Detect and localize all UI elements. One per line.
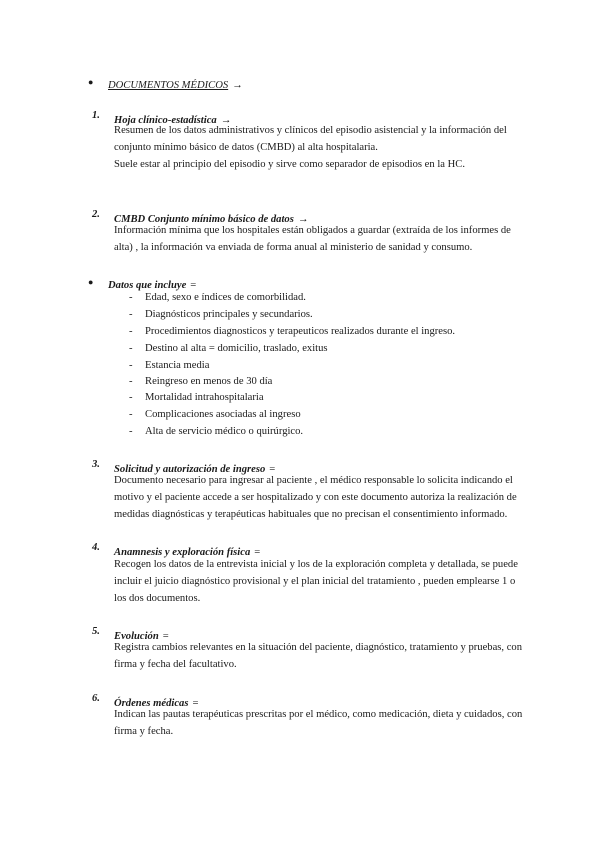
arrow-icon: →: [220, 115, 232, 126]
dash-icon: -: [129, 326, 133, 337]
dash-icon: -: [129, 409, 133, 420]
section-title: Solicitud y autorización de ingreso: [114, 464, 266, 475]
section-number: 2.: [92, 209, 100, 220]
section-title: Órdenes médicas: [114, 698, 189, 709]
dash-icon: -: [129, 360, 133, 371]
list-item: Estancia media: [145, 360, 210, 371]
body-line: incluir el juicio diagnóstico provisional y el plan inicial del tratamiento , pueden emplearse 1 o: [114, 576, 516, 587]
section-number: 5.: [92, 626, 100, 637]
main-heading: [108, 75, 243, 94]
body-line: los dos documentos.: [114, 593, 201, 604]
equals-sign: =: [162, 631, 169, 642]
dash-icon: -: [129, 309, 133, 320]
body-line: Suele estar al principio del episodio y sirve como separador de episodios en la HC.: [114, 159, 465, 170]
equals-sign: =: [192, 698, 199, 709]
section-number: 4.: [92, 542, 100, 553]
section-body: [114, 222, 511, 256]
list-item: Diagnósticos principales y secundarios.: [145, 309, 313, 320]
dash-icon: -: [129, 343, 133, 354]
section-number: 1.: [92, 110, 100, 121]
list-item: Destino al alta = domicilio, traslado, exitus: [145, 343, 328, 354]
list-item: Complicaciones asociadas al ingreso: [145, 409, 301, 420]
list-item: Procedimientos diagnosticos y terapeuticos realizados durante el ingreso.: [145, 326, 456, 337]
section-body: [114, 556, 518, 607]
section-number: 3.: [92, 459, 100, 470]
arrow-icon: →: [297, 214, 309, 225]
section-body: [114, 706, 522, 740]
section-title: Evolución: [114, 631, 159, 642]
bullet-icon: ●: [88, 277, 94, 287]
list-item: Reingreso en menos de 30 día: [145, 376, 273, 387]
section-body: [114, 639, 522, 673]
body-line: Indican las pautas terapéuticas prescritas por el médico, como medicación, dieta y cuidados, con: [114, 709, 523, 720]
section-title: Anamnesis y exploración física: [114, 547, 251, 558]
body-line: medidas diagnósticas y terapéuticas habituales que no precisan el consentimiento informado.: [114, 509, 508, 520]
dash-icon: -: [129, 376, 133, 387]
body-line: Información mínima que los hospitales están obligados a guardar (extraída de los informes de: [114, 225, 511, 236]
body-line: firma y fecha.: [114, 726, 174, 737]
section-title: Hoja clínico-estadística: [114, 115, 217, 126]
section-title: CMBD Conjunto mínimo básico de datos: [114, 214, 294, 225]
equals-sign: =: [254, 547, 261, 558]
arrow-icon: →: [232, 80, 243, 91]
body-line: alta) , la información va enviada de forma anual al ministerio de sanidad y consumo.: [114, 242, 473, 253]
list-item: Mortalidad intrahospitalaria: [145, 392, 264, 403]
main-heading-title: DOCUMENTOS MÉDICOS: [108, 80, 229, 91]
section-body: [114, 472, 517, 523]
list-title: Datos que incluye: [108, 280, 187, 291]
dash-icon: -: [129, 292, 133, 303]
body-line: motivo y el paciente accede a ser hospitalizado y con este documento autoriza la realización de: [114, 492, 517, 503]
body-line: conjunto mínimo básico de datos (CMBD) al alta hospitalaria.: [114, 142, 378, 153]
section-body: [114, 122, 507, 173]
body-line: Resumen de los datos administrativos y clínicos del episodio asistencial y la información del: [114, 125, 507, 136]
dash-icon: -: [129, 426, 133, 437]
equals-sign: =: [269, 464, 276, 475]
body-line: Registra cambios relevantes en la situación del paciente, diagnóstico, tratamiento y pruebas, con: [114, 642, 523, 653]
list-item: Edad, sexo e índices de comorbilidad.: [145, 292, 306, 303]
dash-icon: -: [129, 392, 133, 403]
list-item: Alta de servicio médico o quirúrgico.: [145, 426, 304, 437]
body-line: Documento necesario para ingresar al paciente , el médico responsable lo solicita indicando el: [114, 475, 513, 486]
bullet-icon: ●: [88, 77, 94, 87]
equals-sign: =: [190, 280, 197, 291]
body-line: Recogen los datos de la entrevista inicial y los de la exploración completa y detallada, se puede: [114, 559, 518, 570]
section-number: 6.: [92, 693, 100, 704]
body-line: firma y fecha del facultativo.: [114, 659, 237, 670]
